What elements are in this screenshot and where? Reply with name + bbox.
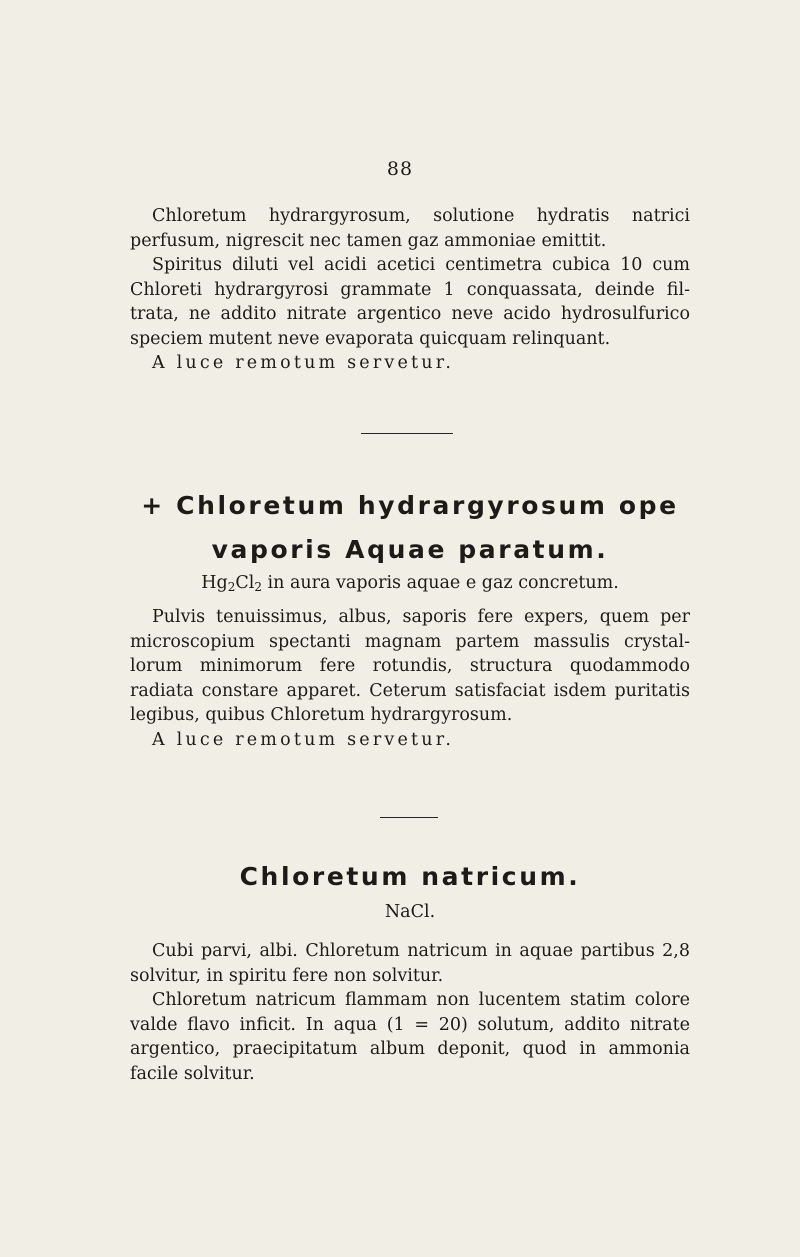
section-title-line-1: + Chloretum hydrargyrosum ope — [141, 491, 679, 520]
formula-subscript: 2 — [254, 580, 262, 594]
section-vaporis-text — [130, 605, 690, 752]
section-title-line-2: vaporis Aquae paratum. — [211, 535, 609, 564]
paragraph: Chloretum hydrargyrosum, solutione hydratis natrici perfusum, nigrescit nec tamen gaz ammoniae emittit. — [130, 206, 690, 251]
section-chloretum-natricum-text — [130, 939, 690, 1086]
storage-note: A luce remotum servetur. — [152, 353, 455, 373]
formula-element-cl: Cl — [235, 573, 255, 593]
section-chloretum-hydrargyrosum-text — [130, 204, 690, 376]
page-number: 88 — [386, 158, 414, 180]
paragraph: Spiritus diluti vel acidi acetici centimetra cubica 10 cum Chloreti hydrargyrosi grammate 1 conquassata, deinde filtrata, ne addito nitrate argentico neve acido hydrosulfurico speciem mutent neve evaporata quicquam relinquant. — [130, 255, 690, 349]
paragraph: Chloretum natricum flammam non lucentem statim colore valde flavo inficit. In aqua (1 = 20) solutum, addito nitrate argentico, praecipitatum album deponit, quod in ammonia facile solvitur. — [130, 990, 690, 1084]
section-divider — [361, 433, 453, 434]
formula-description: in aura vaporis aquae e gaz concretum. — [261, 573, 619, 593]
formula-subscript: 2 — [227, 580, 236, 594]
paragraph: Cubi parvi, albi. Chloretum natricum in aquae partibus 2,8 solvitur, in spiritu fere non solvitur. — [130, 941, 690, 986]
storage-note: A luce remotum servetur. — [152, 729, 455, 750]
section-divider — [380, 817, 438, 818]
formula-element-hg: Hg — [201, 573, 228, 593]
paragraph: Pulvis tenuissimus, albus, saporis fere expers, quem per microscopium spectanti magnam partem massulis crystallorum minimorum fere rotundis, structura quodammodo radiata constare apparet. Ceterum satisfaciat isdem puritatis legibus, quibus Chloretum hydrargyrosum. — [130, 607, 690, 725]
section-title: Chloretum natricum. — [239, 862, 581, 891]
chemical-formula: NaCl. — [384, 902, 436, 922]
chemical-formula-line — [130, 571, 690, 599]
